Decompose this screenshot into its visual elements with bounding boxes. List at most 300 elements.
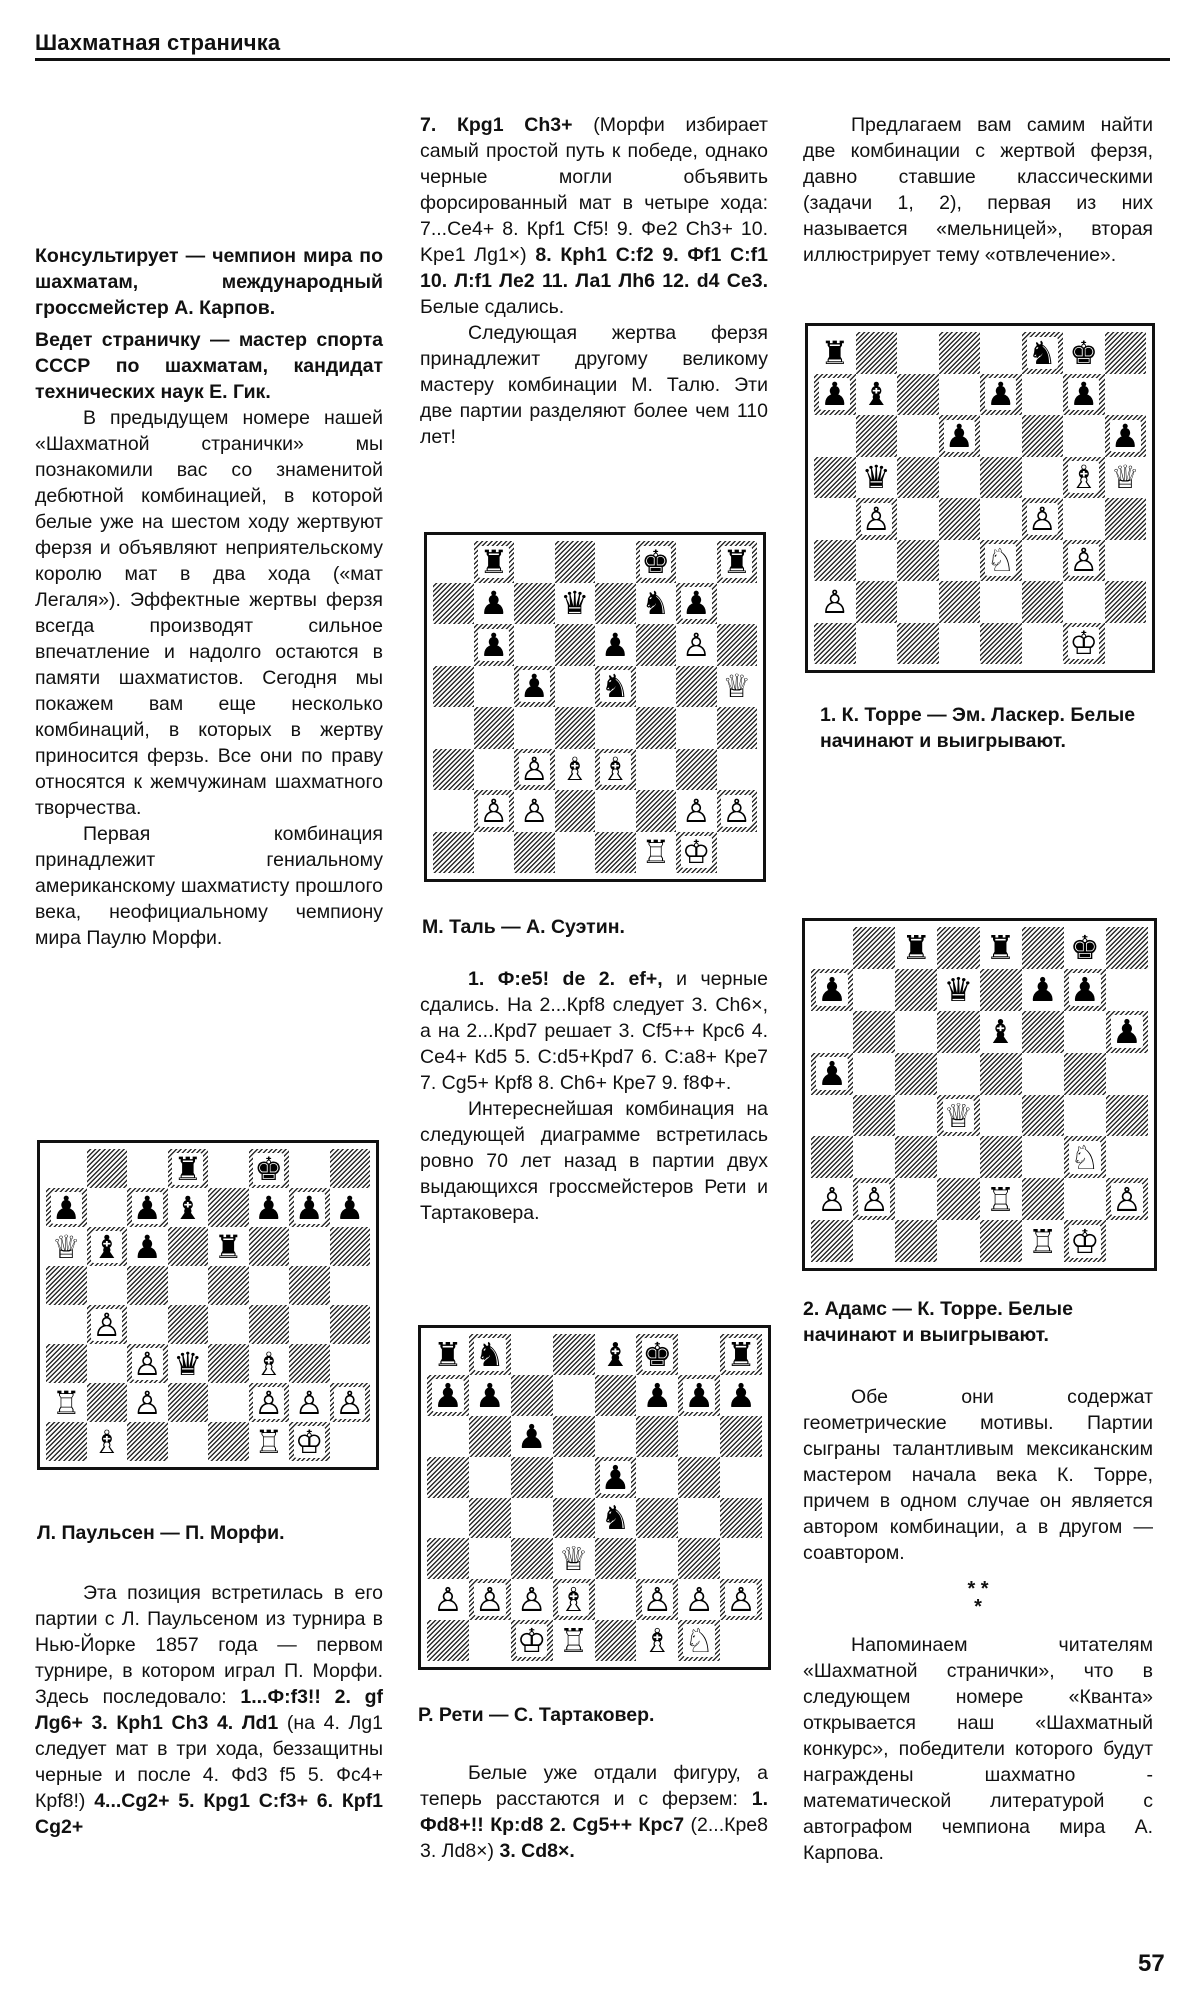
square-e8 [595, 1334, 637, 1375]
square-e7 [595, 583, 636, 625]
square-b2 [474, 790, 515, 832]
square-f6 [636, 624, 677, 666]
black-rook-icon: ♜ [173, 1149, 203, 1188]
square-h4 [1106, 1095, 1148, 1137]
square-d3 [937, 1136, 979, 1178]
square-d7 [553, 1375, 595, 1416]
square-g6 [676, 624, 717, 666]
square-c3 [127, 1344, 168, 1383]
black-pawn-icon: ♟ [1112, 1012, 1142, 1052]
square-f6 [1022, 1011, 1064, 1053]
square-h7 [1105, 374, 1147, 416]
square-d6 [553, 1416, 595, 1457]
square-f3 [636, 749, 677, 791]
square-d4 [555, 707, 596, 749]
square-h8 [330, 1149, 371, 1188]
paragraph-text: (на 4. Лg1 следует мат в три хода, беззащитны черные и после 4. Фd3 f5 5. Фс4+ Крf8!) [35, 1712, 383, 1812]
square-d6 [168, 1227, 209, 1266]
square-h4 [720, 1498, 762, 1539]
square-h7 [1106, 969, 1148, 1011]
square-f2 [1022, 581, 1064, 623]
square-g5 [678, 1457, 720, 1498]
consultant-note: Консультирует — чемпион мира по шахматам, международный гроссмейстер А. Карпов. [35, 245, 383, 319]
board-grid [811, 927, 1148, 1262]
white-bishop-icon: ♗ [92, 1422, 122, 1461]
white-bishop-icon: ♗ [558, 1580, 589, 1620]
square-f7 [249, 1188, 290, 1227]
moves-f: 1. Фd8+!! Кр:d8 2. Сg5++ Крс7 [420, 1788, 768, 1836]
column-2 [420, 112, 768, 450]
black-pawn-icon: ♟ [681, 584, 711, 623]
square-b4 [856, 498, 898, 540]
square-h4 [330, 1305, 371, 1344]
square-a4 [811, 1095, 853, 1137]
square-c2 [514, 790, 555, 832]
square-g3 [1063, 540, 1105, 582]
black-pawn-icon: ♟ [1069, 375, 1099, 414]
paragraph-text: Белые уже отдали фигуру, а теперь расстаются и с ферзем: [420, 1762, 768, 1810]
square-a2 [433, 790, 474, 832]
square-c6 [511, 1416, 553, 1457]
square-a5 [427, 1457, 469, 1498]
square-h6 [1106, 1011, 1148, 1053]
contest-announcement-paragraph: Напоминаем читателям «Шахматной странички», что в следующем номере «Кванта» открывается наш «Шахматный конкурс», победители которого будут награждены шахматно - математической литературой с автографом чемпиона мира А. Карпова. [803, 1634, 1153, 1864]
square-b1 [469, 1620, 511, 1661]
square-f8 [636, 541, 677, 583]
square-f8 [636, 1334, 678, 1375]
white-pawn-icon: ♙ [433, 1580, 463, 1620]
black-rook-icon: ♜ [726, 1334, 756, 1374]
square-g4 [289, 1305, 330, 1344]
square-d5 [553, 1457, 595, 1498]
square-g7 [1063, 374, 1105, 416]
column-3-bottom [803, 1384, 1153, 1866]
square-f2 [636, 790, 677, 832]
square-g7 [678, 1375, 720, 1416]
square-f8 [1022, 927, 1064, 969]
white-rook-icon: ♖ [985, 1179, 1016, 1219]
square-d2 [553, 1579, 595, 1620]
black-rook-icon: ♜ [479, 542, 509, 581]
square-f3 [1022, 540, 1064, 582]
square-d2 [168, 1383, 209, 1422]
board-grid [427, 1334, 762, 1661]
square-e4 [980, 1095, 1022, 1137]
square-c5 [897, 457, 939, 499]
white-pawn-icon: ♙ [859, 1179, 889, 1219]
square-e4 [595, 1498, 637, 1539]
square-d8 [553, 1334, 595, 1375]
white-pawn-icon: ♙ [132, 1344, 162, 1383]
square-f5 [636, 666, 677, 708]
black-king-icon: ♚ [641, 542, 671, 581]
square-a8 [433, 541, 474, 583]
square-e6 [980, 415, 1022, 457]
white-pawn-icon: ♙ [132, 1383, 162, 1422]
white-rook-icon: ♖ [641, 833, 671, 872]
square-a2 [811, 1178, 853, 1220]
white-pawn-icon: ♙ [254, 1383, 284, 1422]
paragraph-text: (2...Кре8 3. Лd8×) [420, 1814, 769, 1862]
column-1-bottom [35, 1580, 383, 1840]
editor-note: Ведет страничку — мастер спорта СССР по шахматам, кандидат технических наук Е. Гик. [35, 329, 383, 403]
white-king-icon: ♔ [1070, 1221, 1100, 1261]
square-d8 [939, 332, 981, 374]
square-h7 [717, 583, 758, 625]
white-pawn-icon: ♙ [475, 1580, 505, 1620]
square-a3 [427, 1538, 469, 1579]
square-e3 [595, 749, 636, 791]
paragraph-text: и черные сдались. На 2...Крf8 следует 3. Сh6×, а на 2...Крd7 решает 3. Сf5++ Крс6 4. Се4+ Кd5 5. С:d5+Крd7 6. С:а8+ Кре7 7. Сg5+ Крf8 8. Сh6+ Кре7 9. f8Ф+. [420, 968, 769, 1094]
square-b1 [474, 832, 515, 874]
square-d1 [555, 832, 596, 874]
white-king-icon: ♔ [1069, 624, 1099, 663]
square-d8 [555, 541, 596, 583]
square-d7 [555, 583, 596, 625]
square-e5 [980, 457, 1022, 499]
diagram-caption-adams-torre: 2. Адамс — К. Торре. Белые начинают и выигрывают. [803, 1298, 1073, 1346]
square-b5 [853, 1053, 895, 1095]
square-a5 [46, 1266, 87, 1305]
square-g6 [1064, 1011, 1106, 1053]
white-pawn-icon: ♙ [642, 1580, 673, 1620]
square-a1 [46, 1422, 87, 1461]
square-f1 [249, 1422, 290, 1461]
square-b8 [87, 1149, 128, 1188]
square-a6 [814, 415, 856, 457]
black-queen-icon: ♛ [943, 970, 974, 1010]
square-h8 [717, 541, 758, 583]
square-g1 [289, 1422, 330, 1461]
square-a3 [814, 540, 856, 582]
square-h2 [717, 790, 758, 832]
square-g5 [1063, 457, 1105, 499]
square-d4 [168, 1305, 209, 1344]
square-a1 [427, 1620, 469, 1661]
square-e2 [980, 1178, 1022, 1220]
square-g2 [1063, 581, 1105, 623]
square-c6 [897, 415, 939, 457]
square-c3 [514, 749, 555, 791]
square-e8 [980, 332, 1022, 374]
white-pawn-icon: ♙ [1027, 499, 1057, 538]
square-c7 [511, 1375, 553, 1416]
square-c1 [511, 1620, 553, 1661]
square-e8 [595, 541, 636, 583]
square-h3 [720, 1538, 762, 1579]
black-pawn-icon: ♟ [132, 1188, 162, 1227]
square-g7 [676, 583, 717, 625]
square-c5 [511, 1457, 553, 1498]
intro-paragraph: В предыдущем номере нашей «Шахматной странички» мы познакомили вас со знаменитой дебютной комбинацией, в которой белые уже на шестом ходу жертвуют ферзя и объявляют неприятельскому королю мат в два хода («мат Легаля»). Эффектные жертвы ферзя всегда производят сильное впечатление и надолго остаются в памяти шахматистов. Сегодня мы покажем вам еще несколько комбинаций, в которых в жертву приносится ферзь. Все они по праву относятся к жемчужинам шахматного творчества. [35, 407, 383, 819]
square-h3 [330, 1344, 371, 1383]
square-h2 [330, 1383, 371, 1422]
square-h1 [1105, 623, 1147, 665]
black-pawn-icon: ♟ [817, 970, 847, 1010]
square-d2 [555, 790, 596, 832]
white-rook-icon: ♖ [51, 1383, 81, 1422]
black-pawn-icon: ♟ [1110, 416, 1140, 455]
black-pawn-icon: ♟ [817, 1054, 847, 1094]
white-bishop-icon: ♗ [642, 1621, 673, 1661]
square-e6 [980, 1011, 1022, 1053]
square-h6 [717, 624, 758, 666]
square-g4 [676, 707, 717, 749]
continued-moves-paragraph [420, 112, 768, 320]
black-rook-icon: ♜ [433, 1334, 463, 1374]
tal-analysis-paragraph [420, 966, 768, 1096]
square-g5 [289, 1266, 330, 1305]
black-pawn-icon: ♟ [1027, 970, 1058, 1010]
black-pawn-icon: ♟ [51, 1188, 81, 1227]
square-a7 [811, 969, 853, 1011]
square-c7 [895, 969, 937, 1011]
square-b6 [474, 624, 515, 666]
square-d8 [937, 927, 979, 969]
square-e5 [595, 666, 636, 708]
white-bishop-icon: ♗ [600, 750, 630, 789]
black-bishop-icon: ♝ [92, 1227, 122, 1266]
black-pawn-icon: ♟ [600, 1457, 631, 1497]
square-g4 [678, 1498, 720, 1539]
moves-c: 7. Крg1 Сh3+ [420, 114, 573, 136]
square-b5 [474, 666, 515, 708]
square-e5 [595, 1457, 637, 1498]
square-f7 [1022, 374, 1064, 416]
square-b1 [856, 623, 898, 665]
square-c8 [511, 1334, 553, 1375]
black-bishop-icon: ♝ [600, 1334, 631, 1374]
square-g2 [1064, 1178, 1106, 1220]
square-b4 [469, 1498, 511, 1539]
page-number: 57 [1138, 1950, 1165, 1977]
square-e7 [980, 374, 1022, 416]
square-c2 [897, 581, 939, 623]
square-f4 [249, 1305, 290, 1344]
diagram-paulsen-morphy [37, 1140, 379, 1470]
puzzles-intro-paragraph: Предлагаем вам самим найти две комбинации с жертвой ферзя, давно ставшие классическими (задачи 1, 2), первая из них называется «мельницей», вторая иллюстрирует тему «отвлечение». [803, 114, 1153, 266]
square-b2 [469, 1579, 511, 1620]
morphy-intro-paragraph: Первая комбинация принадлежит гениальному американскому шахматисту прошлого века, неофициальному чемпиону мира Паулю Морфи. [35, 823, 383, 949]
black-king-icon: ♚ [1070, 928, 1100, 968]
column-1 [35, 243, 383, 951]
white-bishop-icon: ♗ [254, 1344, 284, 1383]
square-c2 [511, 1579, 553, 1620]
square-h6 [330, 1227, 371, 1266]
square-a3 [46, 1344, 87, 1383]
square-e1 [595, 832, 636, 874]
square-d1 [939, 623, 981, 665]
square-a7 [427, 1375, 469, 1416]
square-a1 [433, 832, 474, 874]
square-d5 [937, 1053, 979, 1095]
square-e2 [595, 1579, 637, 1620]
square-g2 [676, 790, 717, 832]
white-pawn-icon: ♙ [1069, 541, 1099, 580]
square-f5 [1022, 1053, 1064, 1095]
paulsen-morphy-paragraph [35, 1580, 383, 1840]
square-b6 [856, 415, 898, 457]
square-c3 [895, 1136, 937, 1178]
square-c6 [514, 624, 555, 666]
square-g4 [1063, 498, 1105, 540]
square-a4 [814, 498, 856, 540]
square-b8 [469, 1334, 511, 1375]
square-a8 [814, 332, 856, 374]
square-g8 [678, 1334, 720, 1375]
square-c6 [895, 1011, 937, 1053]
white-queen-icon: ♕ [1110, 458, 1140, 497]
square-a5 [433, 666, 474, 708]
square-h5 [1106, 1053, 1148, 1095]
square-c4 [511, 1498, 553, 1539]
square-e4 [208, 1305, 249, 1344]
square-c5 [127, 1266, 168, 1305]
section-separator: * * * [967, 1578, 989, 1618]
square-h8 [720, 1334, 762, 1375]
black-rook-icon: ♜ [213, 1227, 243, 1266]
square-h2 [1106, 1178, 1148, 1220]
square-b8 [856, 332, 898, 374]
white-king-icon: ♔ [516, 1621, 547, 1661]
white-pawn-icon: ♙ [519, 750, 549, 789]
square-h5 [717, 666, 758, 708]
square-a7 [814, 374, 856, 416]
square-h7 [330, 1188, 371, 1227]
paragraph-text: Эта позиция встретилась в его партии с Л. Паульсеном из турнира в Нью-Йорке 1857 года — первом турнире, в котором играл П. Морфи. Здесь последовало: [35, 1582, 383, 1708]
square-f4 [1022, 498, 1064, 540]
white-pawn-icon: ♙ [681, 625, 711, 664]
square-b3 [87, 1344, 128, 1383]
square-h6 [720, 1416, 762, 1457]
header-rule [35, 58, 1170, 61]
square-e1 [208, 1422, 249, 1461]
black-pawn-icon: ♟ [479, 625, 509, 664]
white-pawn-icon: ♙ [681, 791, 711, 830]
square-f3 [1022, 1136, 1064, 1178]
white-rook-icon: ♖ [1027, 1221, 1058, 1261]
square-c8 [897, 332, 939, 374]
white-queen-icon: ♕ [943, 1095, 974, 1135]
square-h8 [1105, 332, 1147, 374]
square-a5 [814, 457, 856, 499]
square-f4 [636, 1498, 678, 1539]
white-king-icon: ♔ [294, 1422, 324, 1461]
square-h8 [1106, 927, 1148, 969]
square-c3 [511, 1538, 553, 1579]
square-f1 [1022, 623, 1064, 665]
square-d6 [939, 415, 981, 457]
square-f2 [1022, 1178, 1064, 1220]
square-d1 [553, 1620, 595, 1661]
square-g3 [676, 749, 717, 791]
square-e6 [595, 624, 636, 666]
square-e8 [980, 927, 1022, 969]
square-h1 [330, 1422, 371, 1461]
black-pawn-icon: ♟ [132, 1227, 162, 1266]
square-f1 [636, 832, 677, 874]
square-f6 [1022, 415, 1064, 457]
square-h1 [717, 832, 758, 874]
black-pawn-icon: ♟ [642, 1375, 673, 1415]
square-a3 [811, 1136, 853, 1178]
square-b7 [853, 969, 895, 1011]
black-rook-icon: ♜ [985, 928, 1016, 968]
square-a5 [811, 1053, 853, 1095]
square-c8 [127, 1149, 168, 1188]
square-f6 [249, 1227, 290, 1266]
white-knight-icon: ♘ [986, 541, 1016, 580]
square-b6 [87, 1227, 128, 1266]
square-b6 [853, 1011, 895, 1053]
white-pawn-icon: ♙ [820, 582, 850, 621]
page-header: Шахматная страничка [35, 30, 281, 55]
square-c8 [514, 541, 555, 583]
square-b3 [853, 1136, 895, 1178]
black-king-icon: ♚ [254, 1149, 284, 1188]
white-pawn-icon: ♙ [722, 791, 752, 830]
square-a2 [427, 1579, 469, 1620]
black-knight-icon: ♞ [600, 1498, 631, 1538]
square-h5 [1105, 457, 1147, 499]
square-a4 [46, 1305, 87, 1344]
square-e6 [595, 1416, 637, 1457]
reti-analysis-paragraph [420, 1760, 768, 1864]
board-grid [46, 1149, 370, 1461]
square-b2 [87, 1383, 128, 1422]
square-f8 [249, 1149, 290, 1188]
square-d2 [937, 1178, 979, 1220]
diagram-caption-paulsen-morphy: Л. Паульсен — П. Морфи. [37, 1522, 285, 1544]
white-pawn-icon: ♙ [516, 1580, 547, 1620]
square-c7 [127, 1188, 168, 1227]
square-e2 [595, 790, 636, 832]
square-d4 [939, 498, 981, 540]
black-pawn-icon: ♟ [944, 416, 974, 455]
square-c1 [514, 832, 555, 874]
square-d5 [555, 666, 596, 708]
square-c6 [127, 1227, 168, 1266]
black-king-icon: ♚ [642, 1334, 673, 1374]
square-g7 [1064, 969, 1106, 1011]
square-e4 [980, 498, 1022, 540]
square-a2 [814, 581, 856, 623]
board-grid [814, 332, 1146, 664]
square-g2 [678, 1579, 720, 1620]
black-pawn-icon: ♟ [1070, 970, 1100, 1010]
square-c5 [514, 666, 555, 708]
square-d7 [168, 1188, 209, 1227]
square-g5 [1064, 1053, 1106, 1095]
square-g8 [289, 1149, 330, 1188]
square-f3 [636, 1538, 678, 1579]
square-f4 [636, 707, 677, 749]
square-f5 [1022, 457, 1064, 499]
black-rook-icon: ♜ [820, 333, 850, 372]
white-rook-icon: ♖ [254, 1422, 284, 1461]
square-h2 [1105, 581, 1147, 623]
square-e8 [208, 1149, 249, 1188]
black-pawn-icon: ♟ [479, 584, 509, 623]
black-bishop-icon: ♝ [985, 1012, 1016, 1052]
square-g2 [289, 1383, 330, 1422]
square-h5 [720, 1457, 762, 1498]
square-b7 [469, 1375, 511, 1416]
square-d3 [555, 749, 596, 791]
square-e3 [980, 540, 1022, 582]
square-h3 [717, 749, 758, 791]
black-pawn-icon: ♟ [294, 1188, 324, 1227]
